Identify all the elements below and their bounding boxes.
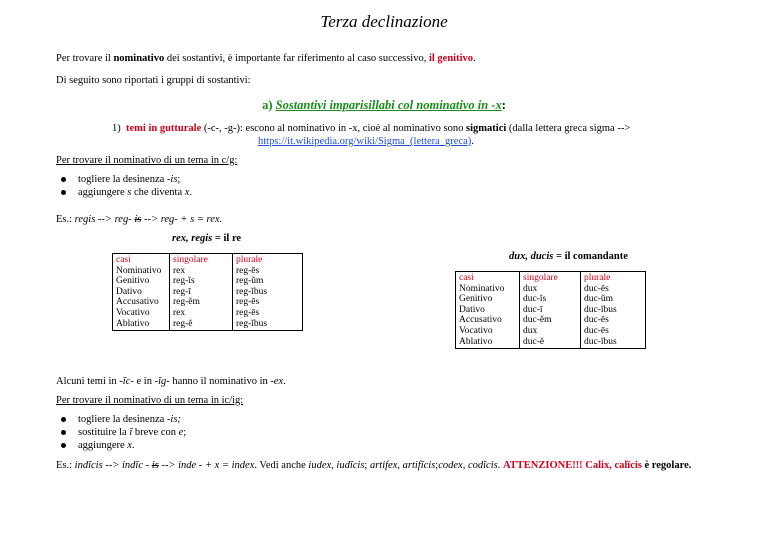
table-rex	[112, 253, 303, 331]
rule-1-list	[56, 173, 192, 199]
note-2: Alcuni temi in -ĭc- e in -ĭg- hanno il nominativo in -ex.	[56, 376, 286, 387]
list-item: aggiungere s che diventa x.	[56, 186, 192, 199]
table-dux-col-singolare: singolare dux duc-ĭs duc-ī duc-ĕm dux duc-ĕ	[520, 272, 581, 349]
table-dux-col-plurale: plurale duc-ēs duc-ŭm duc-ĭbus duc-ēs duc-ēs duc-ĭbus	[581, 272, 646, 349]
sigma-wikipedia-link[interactable]: https://it.wikipedia.org/wiki/Sigma_(lettera_greca)	[258, 136, 472, 147]
table-rex-col-singolare: singolare rex reg-ĭs reg-ī reg-ĕm rex reg-ĕ	[170, 254, 233, 331]
list-item: togliere la desinenza -is;	[56, 413, 186, 426]
point-1-link-line: https://it.wikipedia.org/wiki/Sigma_(lettera_greca).	[258, 136, 474, 147]
table-dux-caption: dux, ducis = il comandante	[509, 251, 628, 262]
intro-text: Per trovare il nominativo dei sostantivi, è importante far riferimento al caso successivo, il genitivo.	[56, 53, 476, 64]
rule-1-label: Per trovare il nominativo di un tema in c/g:	[56, 155, 238, 166]
table-rex-col-plurale: plurale reg-ēs reg-ŭm reg-ĭbus reg-ēs reg-ēs reg-ĭbus	[233, 254, 303, 331]
table-rex-col-casi: casi Nominativo Genitivo Dativo Accusativo Vocativo Ablativo	[113, 254, 170, 331]
list-item: sostituire la ĭ breve con e;	[56, 426, 186, 439]
rule-2-list	[56, 413, 186, 452]
list-item: aggiungere x.	[56, 439, 186, 452]
subintro-text: Di seguito sono riportati i gruppi di sostantivi:	[56, 75, 251, 86]
list-item: togliere la desinenza -is;	[56, 173, 192, 186]
table-dux-col-casi: casi Nominativo Genitivo Dativo Accusativo Vocativo Ablativo	[456, 272, 520, 349]
rule-2-label: Per trovare il nominativo di un tema in ic/ig:	[56, 395, 244, 406]
point-1-text: 1) temi in gutturale (-c-, -g-): escono al nominativo in -x, cioè al nominativo sono sigmatici (dalla lettera greca sigma -->	[112, 123, 631, 134]
section-a-heading: a) Sostantivi imparisillabi col nominativo in -x:	[262, 98, 506, 112]
example-1: Es.: regis --> reg- is --> reg- + s = rex.	[56, 214, 223, 225]
page-title: Terza declinazione	[320, 12, 448, 31]
table-dux	[455, 271, 646, 349]
table-rex-caption: rex, regis = il re	[172, 233, 242, 244]
example-2: Es.: indĭcis --> indĭc - is --> inde - + x = index. Vedi anche iudex, iudĭcis; artifex, artifĭcis;codex, codĭcis. ATTENZIONE!!! Calix, calĭcis è regolare.	[56, 460, 692, 471]
